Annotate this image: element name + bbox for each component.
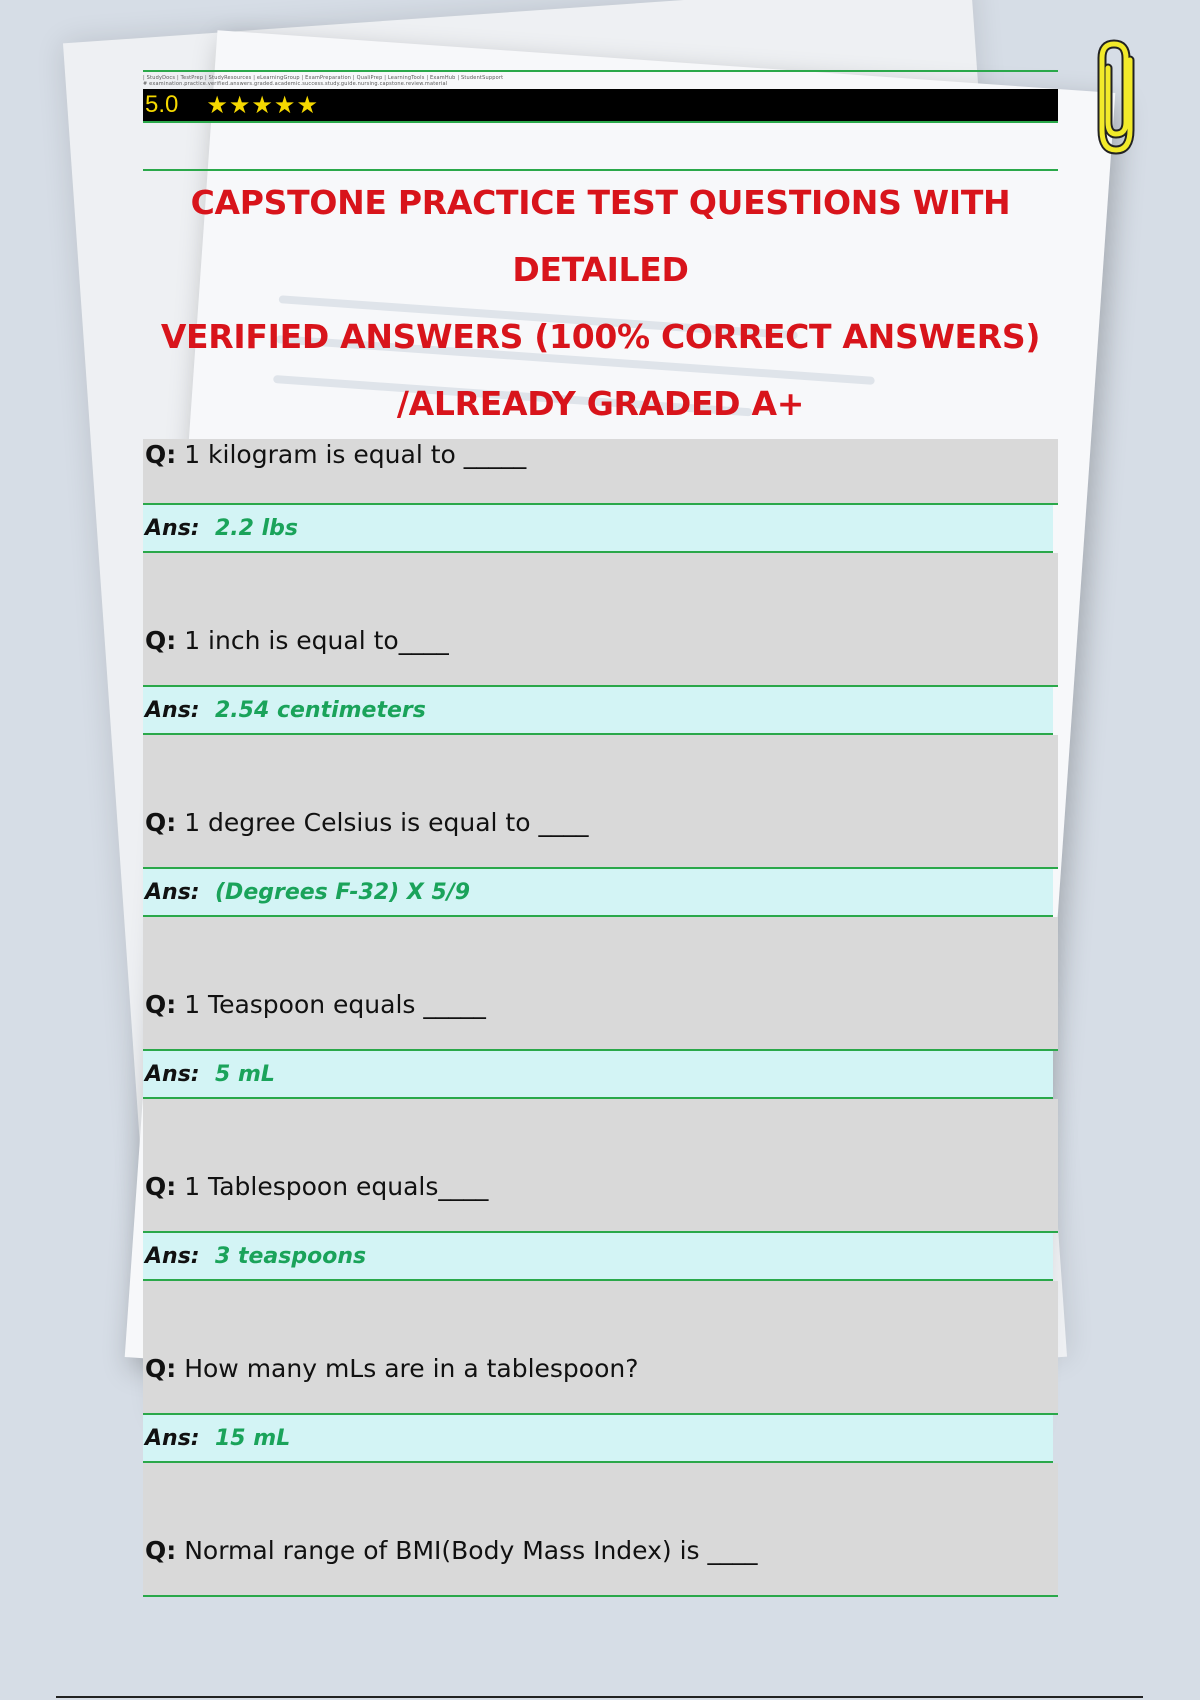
answer-prefix: Ans: (145, 879, 200, 905)
answer-text: 5 mL (215, 1061, 275, 1087)
answer-text: 2.2 lbs (215, 515, 299, 541)
fine-print-line: # examination.practice.verified.answers.graded.academic.success.study.guide.nursing.capstone.review.material (143, 81, 448, 87)
question-row (143, 439, 1058, 505)
question-row (143, 1463, 1058, 1597)
star-icon: ★ (273, 91, 296, 119)
answer-text: (Degrees F-32) X 5/9 (215, 879, 471, 905)
question-row (143, 1099, 1058, 1233)
question-prefix: Q: (145, 626, 177, 655)
question-prefix: Q: (145, 990, 177, 1019)
question-text: Normal range of BMI(Body Mass Index) is ____ (184, 1536, 758, 1565)
answer-row (143, 1051, 1053, 1099)
document-page (143, 70, 1058, 1597)
question-text: 1 degree Celsius is equal to ____ (184, 808, 589, 837)
paperclip-icon (1090, 38, 1146, 158)
answer-prefix: Ans: (145, 515, 200, 541)
title-line: /ALREADY GRADED A+ (396, 384, 805, 423)
question-text: 1 Tablespoon equals____ (184, 1172, 489, 1201)
title-line: VERIFIED ANSWERS (100% CORRECT ANSWERS) (160, 317, 1041, 356)
question-prefix: Q: (145, 808, 177, 837)
qa-list (143, 439, 1058, 1597)
question-row (143, 1281, 1058, 1415)
question-row (143, 917, 1058, 1051)
answer-row (143, 1415, 1053, 1463)
answer-prefix: Ans: (145, 1061, 200, 1087)
question-text: How many mLs are in a tablespoon? (184, 1354, 639, 1383)
star-icon: ★ (206, 91, 228, 119)
star-icon: ★ (228, 91, 251, 119)
title-line: CAPSTONE PRACTICE TEST QUESTIONS WITH DETAILED (190, 183, 1011, 289)
question-prefix: Q: (145, 1354, 177, 1383)
answer-text: 15 mL (215, 1425, 291, 1451)
answer-text: 3 teaspoons (215, 1243, 367, 1269)
question-text: 1 Teaspoon equals _____ (184, 990, 486, 1019)
answer-prefix: Ans: (145, 697, 200, 723)
document-title (143, 169, 1058, 437)
rating-value: 5.0 (145, 91, 179, 118)
answer-row (143, 1233, 1053, 1281)
answer-prefix: Ans: (145, 1425, 200, 1451)
question-text: 1 inch is equal to____ (184, 626, 449, 655)
rating-bar (143, 89, 1058, 123)
star-icon: ★ (251, 91, 273, 119)
question-prefix: Q: (145, 440, 177, 469)
answer-row (143, 869, 1053, 917)
rating-stars (206, 93, 318, 117)
question-row (143, 735, 1058, 869)
question-row (143, 553, 1058, 687)
fine-print (143, 72, 1058, 89)
answer-prefix: Ans: (145, 1243, 200, 1269)
answer-row (143, 505, 1053, 553)
star-icon: ★ (296, 91, 318, 119)
answer-row (143, 687, 1053, 735)
fine-print-line: | StudyDocs | TestPrep | StudyResources | eLearningGroup | ExamPreparation | QualiPrep | LearningTools | ExamHub | StudentSupport (143, 75, 504, 81)
footer-rule (56, 1696, 1143, 1698)
question-prefix: Q: (145, 1536, 177, 1565)
question-prefix: Q: (145, 1172, 177, 1201)
question-text: 1 kilogram is equal to _____ (184, 440, 527, 469)
answer-text: 2.54 centimeters (215, 697, 426, 723)
